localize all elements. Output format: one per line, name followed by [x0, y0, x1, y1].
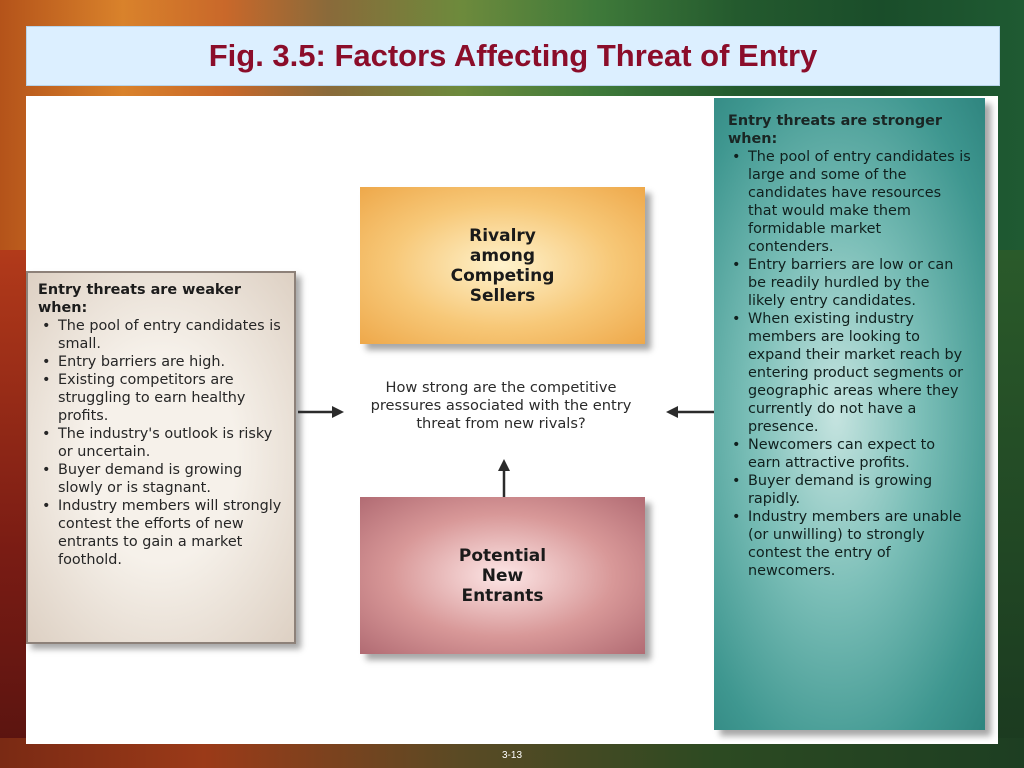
central-question: How strong are the competitive pressures associated with the entry threat from new rivals?: [370, 379, 632, 432]
arrow-right-to-center-icon: [666, 404, 714, 420]
stronger-item: • When existing industry members are looking to expand their market reach by entering product segments or geographic areas where they currently do not have a presence.: [728, 310, 971, 436]
arrow-up-to-center-icon: [496, 459, 512, 497]
entrants-label: Potential New Entrants: [458, 545, 547, 606]
title-bar: [26, 26, 1000, 86]
weaker-item: • Industry members will strongly contest the efforts of new entrants to gain a market foothold.: [38, 497, 284, 569]
arrow-left-to-center-icon: [298, 404, 344, 420]
stronger-item: • The pool of entry candidates is large and some of the candidates have resources that would make them formidable market contenders.: [728, 148, 971, 256]
stronger-item: • Newcomers can expect to earn attractive profits.: [728, 436, 971, 472]
weaker-item: • Entry barriers are high.: [38, 353, 284, 371]
weaker-item: • Buyer demand is growing slowly or is stagnant.: [38, 461, 284, 497]
stronger-item: • Industry members are unable (or unwilling) to strongly contest the entry of newcomers.: [728, 508, 971, 580]
weaker-conditions-box: [26, 271, 296, 644]
potential-entrants-box: [360, 497, 645, 654]
stronger-conditions-box: [714, 98, 985, 730]
weaker-item: • The pool of entry candidates is small.: [38, 317, 284, 353]
page-number: 3-13: [501, 750, 522, 761]
weaker-item: • The industry's outlook is risky or uncertain.: [38, 425, 284, 461]
rivalry-label: Rivalry among Competing Sellers: [450, 225, 555, 306]
background-right-strip: [994, 250, 1024, 750]
diagram-panel: [26, 96, 998, 744]
weaker-item: • Existing competitors are struggling to earn healthy profits.: [38, 371, 284, 425]
stronger-item: • Buyer demand is growing rapidly.: [728, 472, 971, 508]
rivalry-box: [360, 187, 645, 344]
slide-title: Fig. 3.5: Factors Affecting Threat of Entry: [208, 38, 818, 73]
stronger-item: • Entry barriers are low or can be readily hurdled by the likely entry candidates.: [728, 256, 971, 310]
weaker-heading: Entry threats are weaker when:: [38, 282, 241, 316]
stronger-list: [728, 148, 971, 580]
stronger-heading: Entry threats are stronger when:: [728, 113, 942, 147]
weaker-list: [38, 317, 284, 569]
